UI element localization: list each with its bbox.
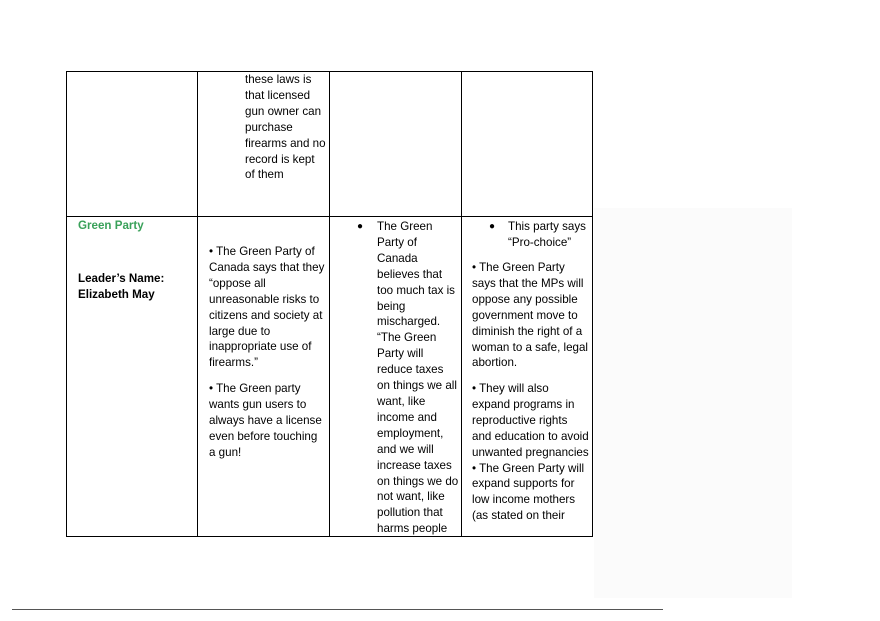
col-border-1 [197,71,198,537]
abortion-bullet: ● [489,221,496,232]
pro-choice-text: This party says “Pro-choice” [508,220,586,249]
party-name: Green Party [78,219,144,232]
gun-policy-text-2: • The Green party wants gun users to always have a license even before touching a gun! [209,382,322,459]
abortion-policy-text: • The Green Party says that the MPs will oppose any possible government move to diminish the right of a woman to a safe, legal abortion. [472,261,589,370]
leader-name: Elizabeth May [78,288,155,301]
reproductive-policy-text: • They will also expand programs in reproductive rights and education to avoid unwanted pregnancies • The Green Party will expand supports for low income mothers (as stated on their [472,382,589,523]
page-shade [594,208,792,598]
gun-policy-text-1: • The Green Party of Canada says that they “oppose all unreasonable risks to citizens and society at large due to inappropriate use of firearms.” [209,245,325,370]
leader-label: Leader’s Name: [78,272,165,285]
gun-laws-text: these laws is that licensed gun owner can purchase firearms and no record is kept of them [245,73,326,182]
col-border-left [66,71,67,537]
page-bottom-rule [12,609,663,610]
tax-policy-text: The Green Party of Canada believes that too much tax is being mischarged. “The Green Party will reduce taxes on things we all want, like income and employment, and we will increase taxes on things we do not want, like pollution that harms people [377,220,459,536]
tax-bullet: ● [357,221,364,232]
